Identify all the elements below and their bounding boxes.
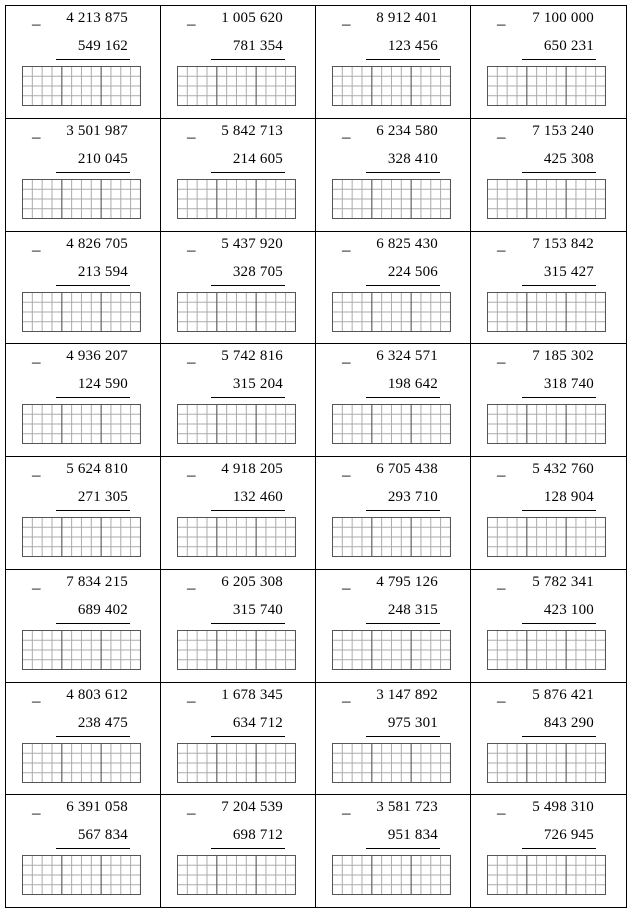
subtraction-worksheet xyxy=(5,5,627,908)
subtrahend: 423 100 xyxy=(543,601,594,618)
subtrahend: 315 427 xyxy=(543,263,594,280)
minuend: 7 153 240 xyxy=(532,122,594,139)
subtrahend: 315 740 xyxy=(232,601,283,618)
answer-grid[interactable] xyxy=(487,855,606,895)
problem-cell xyxy=(6,6,161,119)
answer-grid[interactable] xyxy=(22,66,141,106)
subtrahend: 951 834 xyxy=(387,827,438,844)
answer-grid[interactable] xyxy=(22,743,141,783)
minuend: 6 234 580 xyxy=(376,122,438,139)
minus-sign: – xyxy=(32,577,41,597)
answer-line xyxy=(56,510,130,511)
minuend: 5 782 341 xyxy=(532,573,594,590)
minus-sign: – xyxy=(32,126,41,146)
minus-sign: – xyxy=(342,465,351,484)
answer-line xyxy=(211,172,285,173)
problem-cell xyxy=(6,795,161,908)
minuend: 1 678 345 xyxy=(221,686,283,703)
minus-sign: – xyxy=(187,352,196,372)
problem-cell xyxy=(161,232,316,345)
answer-line xyxy=(522,397,596,398)
problem-cell xyxy=(316,683,471,796)
minus-sign: – xyxy=(32,14,41,33)
subtrahend: 271 305 xyxy=(77,489,128,505)
minus-sign: – xyxy=(497,690,506,710)
subtrahend: 124 590 xyxy=(77,376,128,393)
subtrahend: 132 460 xyxy=(232,489,283,505)
minus-sign: – xyxy=(187,465,196,484)
answer-grid[interactable] xyxy=(487,517,606,557)
minuend: 6 705 438 xyxy=(376,461,438,477)
problem-cell xyxy=(161,119,316,232)
answer-grid[interactable] xyxy=(487,292,606,332)
problem-cell xyxy=(161,6,316,119)
minuend: 4 795 126 xyxy=(376,573,438,590)
answer-line xyxy=(366,510,440,511)
minus-sign: – xyxy=(497,126,506,146)
minus-sign: – xyxy=(32,239,41,259)
minus-sign: – xyxy=(32,690,41,710)
answer-line xyxy=(56,172,130,173)
subtrahend: 698 712 xyxy=(232,827,283,844)
answer-line xyxy=(211,285,285,286)
problem-cell xyxy=(161,344,316,457)
answer-line xyxy=(56,397,130,398)
subtrahend: 567 834 xyxy=(77,827,128,844)
answer-grid[interactable] xyxy=(332,292,451,332)
subtrahend: 248 315 xyxy=(387,601,438,618)
minuend: 6 205 308 xyxy=(221,573,283,590)
problem-cell xyxy=(471,795,627,908)
minuend: 5 842 713 xyxy=(221,122,283,139)
subtrahend: 425 308 xyxy=(543,150,594,167)
minuend: 3 501 987 xyxy=(66,122,128,139)
minuend: 3 581 723 xyxy=(376,799,438,816)
answer-grid[interactable] xyxy=(332,404,451,444)
answer-line xyxy=(366,285,440,286)
minus-sign: – xyxy=(32,465,41,484)
subtrahend: 214 605 xyxy=(232,150,283,167)
answer-grid[interactable] xyxy=(22,179,141,219)
minus-sign: – xyxy=(497,577,506,597)
problem-cell xyxy=(316,119,471,232)
answer-line xyxy=(366,848,440,849)
answer-grid[interactable] xyxy=(22,517,141,557)
minuend: 4 826 705 xyxy=(66,235,128,252)
subtrahend: 128 904 xyxy=(543,489,594,505)
minus-sign: – xyxy=(32,352,41,372)
minus-sign: – xyxy=(187,239,196,259)
minus-sign: – xyxy=(342,14,351,33)
answer-grid[interactable] xyxy=(22,630,141,670)
problem-cell xyxy=(161,457,316,570)
minus-sign: – xyxy=(497,465,506,484)
minuend: 7 204 539 xyxy=(221,799,283,816)
answer-line xyxy=(366,59,440,60)
subtrahend: 328 410 xyxy=(387,150,438,167)
answer-grid[interactable] xyxy=(487,743,606,783)
subtrahend: 549 162 xyxy=(77,38,128,54)
answer-grid[interactable] xyxy=(22,292,141,332)
answer-grid[interactable] xyxy=(487,179,606,219)
problem-cell xyxy=(161,795,316,908)
problem-cell xyxy=(316,570,471,683)
subtrahend: 238 475 xyxy=(77,714,128,731)
answer-line xyxy=(522,623,596,624)
minuend: 4 213 875 xyxy=(66,10,128,26)
subtrahend: 843 290 xyxy=(543,714,594,731)
minuend: 5 624 810 xyxy=(66,461,128,477)
subtrahend: 975 301 xyxy=(387,714,438,731)
problem-cell xyxy=(6,232,161,345)
answer-grid[interactable] xyxy=(332,743,451,783)
minus-sign: – xyxy=(187,126,196,146)
subtrahend: 650 231 xyxy=(543,38,594,54)
answer-grid[interactable] xyxy=(177,517,296,557)
minus-sign: – xyxy=(342,577,351,597)
answer-line xyxy=(211,510,285,511)
answer-grid[interactable] xyxy=(332,855,451,895)
minuend: 4 918 205 xyxy=(221,461,283,477)
answer-grid[interactable] xyxy=(487,404,606,444)
subtrahend: 213 594 xyxy=(77,263,128,280)
minuend: 3 147 892 xyxy=(376,686,438,703)
subtrahend: 318 740 xyxy=(543,376,594,393)
problem-cell xyxy=(316,795,471,908)
subtrahend: 198 642 xyxy=(387,376,438,393)
subtrahend: 210 045 xyxy=(77,150,128,167)
minuend: 7 153 842 xyxy=(532,235,594,252)
minuend: 5 432 760 xyxy=(532,461,594,477)
answer-grid[interactable] xyxy=(487,630,606,670)
problem-cell xyxy=(316,232,471,345)
problem-cell xyxy=(316,457,471,570)
answer-grid[interactable] xyxy=(332,517,451,557)
minus-sign: – xyxy=(187,803,196,823)
problem-cell xyxy=(316,344,471,457)
subtrahend: 328 705 xyxy=(232,263,283,280)
minus-sign: – xyxy=(342,352,351,372)
answer-grid[interactable] xyxy=(487,66,606,106)
answer-line xyxy=(211,623,285,624)
answer-grid[interactable] xyxy=(332,179,451,219)
answer-line xyxy=(56,736,130,737)
answer-grid[interactable] xyxy=(177,630,296,670)
answer-line xyxy=(522,848,596,849)
answer-line xyxy=(522,172,596,173)
answer-line xyxy=(522,59,596,60)
answer-line xyxy=(211,397,285,398)
minuend: 7 100 000 xyxy=(532,10,594,26)
problem-cell xyxy=(161,570,316,683)
answer-line xyxy=(56,623,130,624)
answer-grid[interactable] xyxy=(22,855,141,895)
problem-cell xyxy=(471,6,627,119)
answer-grid[interactable] xyxy=(22,404,141,444)
minus-sign: – xyxy=(497,239,506,259)
minus-sign: – xyxy=(342,803,351,823)
problem-cell xyxy=(471,344,627,457)
problem-cell xyxy=(6,344,161,457)
subtrahend: 726 945 xyxy=(543,827,594,844)
answer-grid[interactable] xyxy=(177,404,296,444)
minuend: 6 391 058 xyxy=(66,799,128,816)
subtrahend: 293 710 xyxy=(387,489,438,505)
subtrahend: 123 456 xyxy=(387,38,438,54)
minuend: 5 498 310 xyxy=(532,799,594,816)
answer-line xyxy=(211,59,285,60)
subtrahend: 781 354 xyxy=(232,38,283,54)
answer-line xyxy=(522,285,596,286)
subtrahend: 224 506 xyxy=(387,263,438,280)
minuend: 4 803 612 xyxy=(66,686,128,703)
answer-grid[interactable] xyxy=(332,630,451,670)
problem-cell xyxy=(6,457,161,570)
subtrahend: 634 712 xyxy=(232,714,283,731)
problem-cell xyxy=(6,683,161,796)
answer-line xyxy=(366,397,440,398)
minus-sign: – xyxy=(497,803,506,823)
subtrahend: 315 204 xyxy=(232,376,283,393)
minus-sign: – xyxy=(497,14,506,33)
answer-line xyxy=(366,736,440,737)
answer-line xyxy=(211,736,285,737)
problem-cell xyxy=(471,232,627,345)
minus-sign: – xyxy=(32,803,41,823)
answer-line xyxy=(211,848,285,849)
minuend: 4 936 207 xyxy=(66,348,128,365)
problem-cell xyxy=(6,570,161,683)
minus-sign: – xyxy=(342,126,351,146)
answer-grid[interactable] xyxy=(332,66,451,106)
problem-cell xyxy=(161,683,316,796)
answer-line xyxy=(56,848,130,849)
problem-cell xyxy=(471,119,627,232)
minuend: 1 005 620 xyxy=(221,10,283,26)
answer-line xyxy=(522,510,596,511)
problem-cell xyxy=(471,457,627,570)
answer-grid[interactable] xyxy=(177,66,296,106)
problem-cell xyxy=(471,570,627,683)
answer-grid[interactable] xyxy=(177,743,296,783)
answer-grid[interactable] xyxy=(177,292,296,332)
minus-sign: – xyxy=(342,690,351,710)
minuend: 7 185 302 xyxy=(532,348,594,365)
minus-sign: – xyxy=(497,352,506,372)
minuend: 6 825 430 xyxy=(376,235,438,252)
answer-line xyxy=(366,172,440,173)
minuend: 5 876 421 xyxy=(532,686,594,703)
problem-cell xyxy=(471,683,627,796)
answer-line xyxy=(56,59,130,60)
minuend: 5 437 920 xyxy=(221,235,283,252)
problem-cell xyxy=(316,6,471,119)
answer-grid[interactable] xyxy=(177,855,296,895)
minuend: 8 912 401 xyxy=(376,10,438,26)
problem-cell xyxy=(6,119,161,232)
answer-line xyxy=(56,285,130,286)
minus-sign: – xyxy=(187,690,196,710)
minus-sign: – xyxy=(187,14,196,33)
answer-line xyxy=(522,736,596,737)
minus-sign: – xyxy=(187,577,196,597)
subtrahend: 689 402 xyxy=(77,601,128,618)
minuend: 7 834 215 xyxy=(66,573,128,590)
answer-line xyxy=(366,623,440,624)
answer-grid[interactable] xyxy=(177,179,296,219)
minuend: 6 324 571 xyxy=(376,348,438,365)
minus-sign: – xyxy=(342,239,351,259)
minuend: 5 742 816 xyxy=(221,348,283,365)
